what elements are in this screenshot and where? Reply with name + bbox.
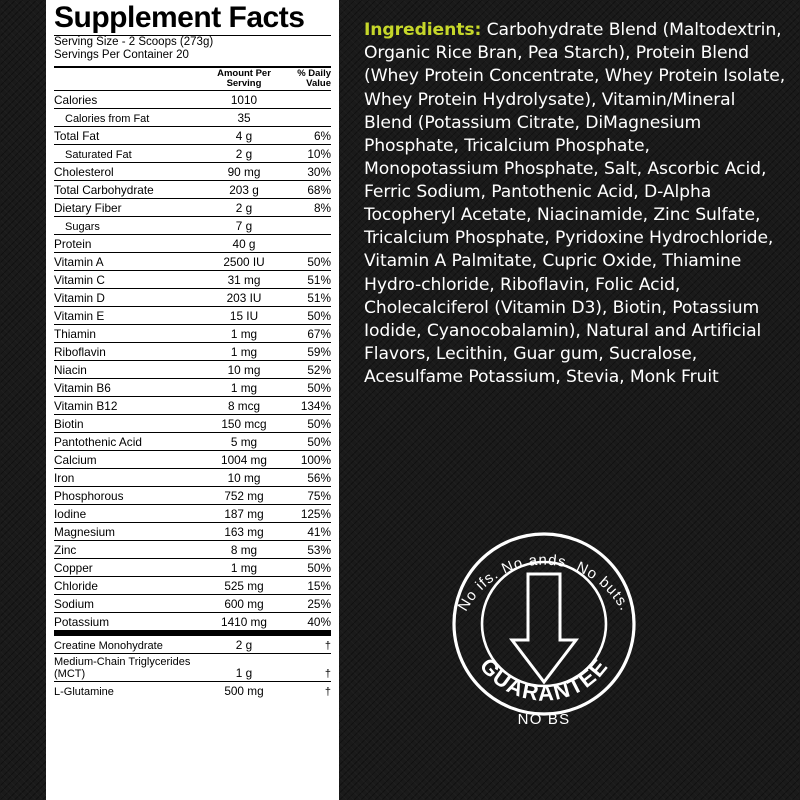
row-dv: 25% bbox=[287, 595, 331, 613]
row-name: Sodium bbox=[54, 595, 201, 613]
row-dv: 50% bbox=[287, 253, 331, 271]
table-row bbox=[54, 163, 331, 181]
row-name: Protein bbox=[54, 235, 201, 253]
row-amount: 1 mg bbox=[201, 379, 287, 397]
row-amount: 187 mg bbox=[201, 505, 287, 523]
row-dv: 125% bbox=[287, 505, 331, 523]
row-dv: 56% bbox=[287, 469, 331, 487]
table-row bbox=[54, 505, 331, 523]
row-amount: 752 mg bbox=[201, 487, 287, 505]
row-dv: † bbox=[324, 685, 331, 698]
table-row bbox=[54, 271, 331, 289]
header-daily-value bbox=[287, 68, 331, 91]
table-row bbox=[54, 541, 331, 559]
row-name: Vitamin A bbox=[54, 253, 201, 271]
header-dv-line2: Value bbox=[306, 78, 331, 90]
row-dv: † bbox=[287, 654, 331, 682]
row-dv: 75% bbox=[287, 487, 331, 505]
table-row bbox=[54, 181, 331, 199]
row-dv: 30% bbox=[287, 163, 331, 181]
header-amount-per-serving bbox=[201, 68, 287, 91]
table-row bbox=[54, 379, 331, 397]
table-row bbox=[54, 253, 331, 271]
row-dv: 59% bbox=[287, 343, 331, 361]
row-name: Chloride bbox=[54, 577, 201, 595]
row-amount: 1410 mg bbox=[221, 614, 267, 629]
row-amount: 1010 bbox=[201, 91, 287, 109]
row-name: Potassium bbox=[54, 614, 110, 629]
table-row bbox=[54, 109, 331, 127]
row-name: Creatine Monohydrate bbox=[54, 636, 201, 654]
table-row bbox=[54, 654, 331, 682]
svg-text:GUARANTEE bbox=[475, 653, 613, 706]
row-name: Niacin bbox=[54, 361, 201, 379]
seal-bottom-text: NO BS bbox=[517, 711, 571, 728]
ingredients-paragraph bbox=[364, 19, 786, 389]
table-row bbox=[54, 289, 331, 307]
row-name: Saturated Fat bbox=[54, 145, 201, 163]
row-name: Thiamin bbox=[54, 325, 201, 343]
row-name: Calcium bbox=[54, 451, 201, 469]
table-row bbox=[54, 127, 331, 145]
table-row bbox=[54, 415, 331, 433]
row-name: Cholesterol bbox=[54, 163, 201, 181]
row-dv: 52% bbox=[287, 361, 331, 379]
row-name: Dietary Fiber bbox=[54, 199, 201, 217]
table-row bbox=[54, 469, 331, 487]
row-amount: 10 mg bbox=[201, 361, 287, 379]
row-name: Magnesium bbox=[54, 523, 201, 541]
row-amount: 4 g bbox=[201, 127, 287, 145]
row-name: Vitamin B12 bbox=[54, 397, 201, 415]
ingredients-column bbox=[348, 0, 800, 800]
row-name: Vitamin C bbox=[54, 271, 201, 289]
row-amount: 15 IU bbox=[201, 307, 287, 325]
table-row bbox=[54, 613, 331, 631]
row-name: Phosphorous bbox=[54, 487, 201, 505]
row-dv: 53% bbox=[287, 541, 331, 559]
row-amount: 7 g bbox=[201, 217, 287, 235]
servings-per-container: Servings Per Container 20 bbox=[54, 49, 189, 62]
row-name: Zinc bbox=[54, 541, 201, 559]
table-row bbox=[54, 523, 331, 541]
row-name: Vitamin D bbox=[54, 289, 201, 307]
row-amount: 8 mg bbox=[201, 541, 287, 559]
header-blank bbox=[54, 68, 201, 91]
row-dv: 67% bbox=[287, 325, 331, 343]
row-name: Calories bbox=[54, 91, 201, 109]
extra-ingredients-table bbox=[54, 636, 331, 699]
row-name: Biotin bbox=[54, 415, 201, 433]
row-amount: 31 mg bbox=[201, 271, 287, 289]
row-amount: 525 mg bbox=[201, 577, 287, 595]
row-amount: 203 IU bbox=[201, 289, 287, 307]
row-dv: 100% bbox=[287, 451, 331, 469]
row-amount: 1 mg bbox=[201, 559, 287, 577]
row-dv bbox=[287, 217, 331, 235]
row-name: Iron bbox=[54, 469, 201, 487]
row-amount: 8 mcg bbox=[201, 397, 287, 415]
table-row bbox=[54, 433, 331, 451]
row-amount: 1 g bbox=[201, 654, 287, 682]
ingredients-body: Carbohydrate Blend (Maltodextrin, Organic Rice Bran, Pea Starch), Protein Blend (Whey Protein Concentrate, Whey Protein Isolate, Whey Protein Hydrolysate), Vitamin/Mineral Blend (Potassium Citrate, DiMagnesium Phosphate, Tricalcium Phosphate, Monopotassium Phosphate, Salt, Ascorbic Acid, Ferric Sodium, Pantothenic Acid, D-Alpha Tocopheryl Acetate, Niacinamide, Zinc Sulfate, Tricalcium Phosphate, Pyridoxine Hydrochloride, Vitamin A Palmitate, Cupric Oxide, Thiamine Hydro-chloride, Riboflavin, Folic Acid, Cholecalciferol (Vitamin D3), Biotin, Potassium Iodide, Cyanocobalamin), Natural and Artificial Flavors, Lecithin, Guar gum, Sucralose, Acesulfame Potassium, Stevia, Monk Fruit bbox=[364, 20, 786, 388]
row-amount: 40 g bbox=[201, 235, 287, 253]
table-row bbox=[54, 682, 331, 700]
row-amount: 2 g bbox=[201, 199, 287, 217]
table-row bbox=[54, 361, 331, 379]
table-row bbox=[54, 577, 331, 595]
row-amount: 2500 IU bbox=[201, 253, 287, 271]
row-dv: 41% bbox=[287, 523, 331, 541]
row-name: Medium-Chain Triglycerides (MCT) bbox=[54, 654, 201, 682]
row-dv: 10% bbox=[287, 145, 331, 163]
table-row bbox=[54, 343, 331, 361]
ingredients-label: Ingredients: bbox=[364, 20, 482, 41]
row-amount: 2 g bbox=[201, 636, 287, 654]
serving-size: Serving Size - 2 Scoops (273g) bbox=[54, 35, 214, 48]
row-dv bbox=[287, 91, 331, 109]
header-amount-line1: Amount Per bbox=[217, 68, 271, 80]
supplement-facts-table bbox=[54, 68, 331, 630]
table-row bbox=[54, 397, 331, 415]
row-dv: 50% bbox=[287, 379, 331, 397]
table-row bbox=[54, 217, 331, 235]
row-dv: 50% bbox=[287, 415, 331, 433]
table-row bbox=[54, 307, 331, 325]
row-dv: 8% bbox=[287, 199, 331, 217]
table-row bbox=[54, 145, 331, 163]
guarantee-seal-icon bbox=[434, 512, 654, 737]
row-dv: 50% bbox=[287, 559, 331, 577]
table-row bbox=[54, 235, 331, 253]
table-row bbox=[54, 595, 331, 613]
table-row bbox=[54, 91, 331, 109]
table-header-row bbox=[54, 68, 331, 91]
row-amount: 1004 mg bbox=[201, 451, 287, 469]
row-amount: 163 mg bbox=[201, 523, 287, 541]
supplement-facts-panel bbox=[46, 0, 339, 800]
header-amount-line2: Serving bbox=[226, 78, 262, 90]
row-dv: 51% bbox=[287, 271, 331, 289]
row-dv bbox=[287, 235, 331, 253]
row-name: L-Glutamine bbox=[54, 685, 114, 698]
row-name: Calories from Fat bbox=[54, 109, 201, 127]
table-row bbox=[54, 199, 331, 217]
row-dv: 68% bbox=[287, 181, 331, 199]
row-amount: 1 mg bbox=[201, 343, 287, 361]
table-row bbox=[54, 451, 331, 469]
row-dv: 15% bbox=[287, 577, 331, 595]
row-amount: 1 mg bbox=[201, 325, 287, 343]
guarantee-seal bbox=[434, 512, 654, 737]
seal-main-text: GUARANTEE bbox=[474, 653, 614, 706]
row-dv: 51% bbox=[287, 289, 331, 307]
table-row bbox=[54, 636, 331, 654]
row-amount: 203 g bbox=[201, 181, 287, 199]
header-dv-line1: % Daily bbox=[297, 68, 331, 80]
row-amount: 90 mg bbox=[201, 163, 287, 181]
row-amount: 600 mg bbox=[201, 595, 287, 613]
row-name: Riboflavin bbox=[54, 343, 201, 361]
row-amount: 10 mg bbox=[201, 469, 287, 487]
row-dv: † bbox=[287, 636, 331, 654]
row-amount: 5 mg bbox=[201, 433, 287, 451]
row-amount: 500 mg bbox=[224, 683, 264, 698]
row-name: Pantothenic Acid bbox=[54, 433, 201, 451]
seal-arc-text: No ifs. No ands. No buts. bbox=[454, 551, 634, 615]
table-row bbox=[54, 559, 331, 577]
table-row bbox=[54, 487, 331, 505]
row-amount: 35 bbox=[201, 109, 287, 127]
table-row bbox=[54, 325, 331, 343]
row-amount: 150 mcg bbox=[201, 415, 287, 433]
row-name: Vitamin E bbox=[54, 307, 201, 325]
row-dv: 40% bbox=[307, 614, 331, 629]
row-name: Total Carbohydrate bbox=[54, 181, 201, 199]
page-title: Supplement Facts bbox=[54, 1, 305, 34]
row-name: Total Fat bbox=[54, 127, 201, 145]
row-dv: 50% bbox=[287, 307, 331, 325]
row-name: Copper bbox=[54, 559, 201, 577]
supplement-facts-column bbox=[0, 0, 348, 800]
row-dv bbox=[287, 109, 331, 127]
row-dv: 6% bbox=[287, 127, 331, 145]
row-name: Sugars bbox=[54, 217, 201, 235]
row-name: Iodine bbox=[54, 505, 201, 523]
row-dv: 134% bbox=[287, 397, 331, 415]
row-dv: 50% bbox=[287, 433, 331, 451]
row-amount: 2 g bbox=[201, 145, 287, 163]
row-name: Vitamin B6 bbox=[54, 379, 201, 397]
